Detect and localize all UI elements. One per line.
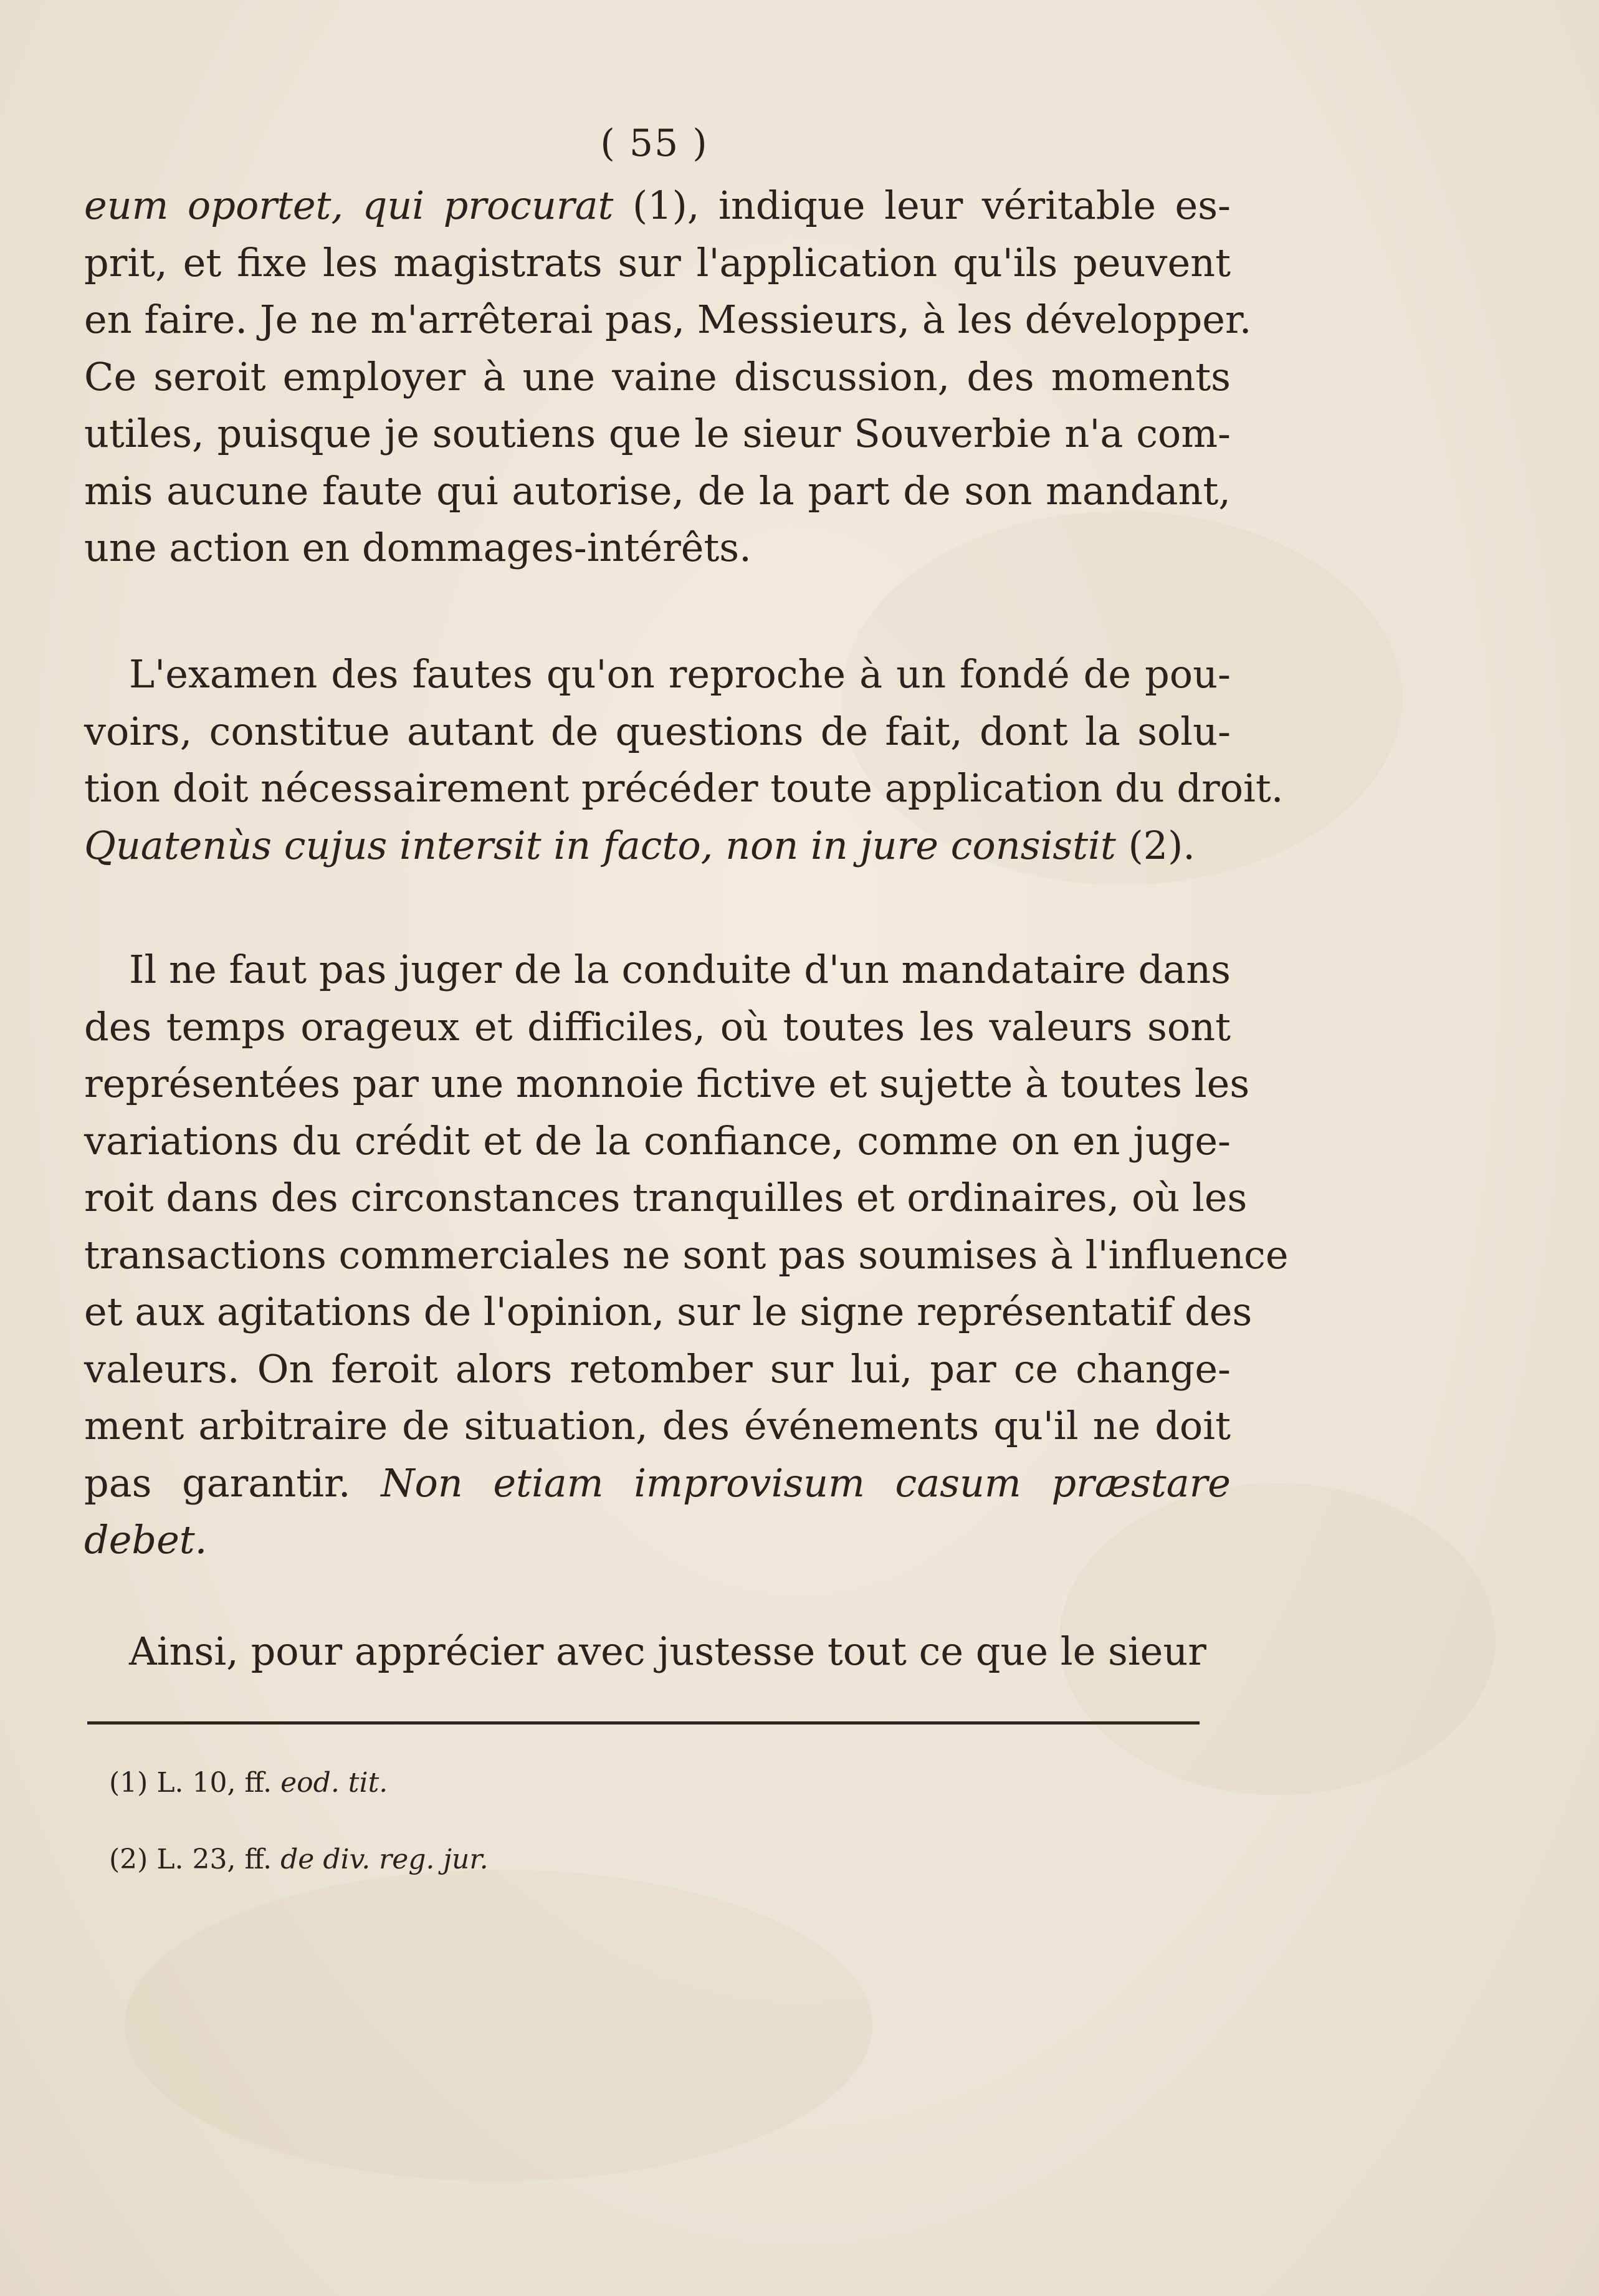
text-line [84, 941, 1231, 998]
italic-text: Non etiam improvisum casum præstare [381, 1460, 1231, 1506]
text-run: L'examen des fautes qu'on reproche à un fondé de pou- [129, 651, 1231, 697]
text-run: voirs, constitue autant de questions de fait, dont la solu- [84, 708, 1231, 754]
footnote-1 [109, 1767, 388, 1799]
text-line [84, 405, 1231, 462]
paragraph-2 [84, 646, 1284, 874]
text-line [84, 646, 1231, 703]
text-line [84, 462, 1231, 520]
text-run: (2). [1115, 822, 1195, 868]
text-run: tion doit nécessairement précéder toute application du droit. [84, 765, 1284, 811]
paragraph-1 [84, 177, 1252, 576]
text-run: Ainsi, pour apprécier avec justesse tout ce que le sieur [129, 1629, 1206, 1674]
text-run: transactions commerciales ne sont pas soumises à l'influence [84, 1232, 1289, 1278]
text-run: mis aucune faute qui autorise, de la part de son mandant, [84, 467, 1231, 514]
text-run: représentées par une monnoie fictive et sujette à toutes les [84, 1061, 1250, 1106]
text-run: roit dans des circonstances tranquilles et ordinaires, où les [84, 1175, 1248, 1220]
text-run: variations du crédit et de la confiance, comme on en juge- [84, 1117, 1231, 1164]
text-run: valeurs. On feroit alors retomber sur lui, par ce change- [84, 1346, 1231, 1392]
text-run: Ce seroit employer à une vaine discussion, des moments [84, 353, 1231, 399]
footnote-2 [109, 1844, 489, 1875]
italic-text: debet. [84, 1517, 208, 1562]
text-line [84, 1511, 1231, 1569]
italic-text: eod. tit. [280, 1767, 388, 1799]
text-run: pas garantir. [84, 1460, 381, 1506]
text-line [84, 1455, 1231, 1512]
text-line [84, 1055, 1250, 1112]
text-line [84, 1341, 1231, 1398]
italic-text: eum oportet, qui procurat [84, 183, 614, 228]
text-line [84, 234, 1231, 292]
text-run: et aux agitations de l'opinion, sur le signe représentatif des [84, 1289, 1253, 1334]
text-line [84, 1397, 1231, 1455]
text-run: des temps orageux et difficiles, où toutes les valeurs sont [84, 1003, 1231, 1050]
paper-stain [125, 1870, 872, 2181]
italic-text: Quatenùs cujus intersit in facto, non in jure consistit [84, 822, 1116, 868]
paragraph-3 [84, 941, 1289, 1569]
text-run: utiles, puisque je soutiens que le sieur Souverbie n'a com- [84, 411, 1231, 456]
text-run: une action en dommages-intérêts. [84, 525, 752, 570]
text-line [84, 760, 1284, 817]
text-line [84, 703, 1231, 760]
text-line [84, 519, 1231, 576]
text-line [84, 817, 1231, 874]
text-line [84, 998, 1231, 1056]
paragraph-4 [84, 1623, 1231, 1680]
text-line [84, 291, 1252, 348]
text-run: (2) L. 23, ff. [109, 1844, 281, 1875]
page-number: ( 55 ) [600, 122, 709, 165]
text-line [84, 1112, 1231, 1170]
text-run: ment arbitraire de situation, des événements qu'il ne doit [84, 1403, 1231, 1448]
text-run: en faire. Je ne m'arrêterai pas, Messieurs, à les développer. [84, 297, 1252, 342]
text-line [84, 348, 1231, 406]
footnote-divider [87, 1721, 1200, 1724]
text-line [84, 1169, 1248, 1227]
text-run: prit, et fixe les magistrats sur l'application qu'ils peuvent [84, 239, 1231, 285]
text-run: (1), indique leur véritable es- [613, 183, 1231, 228]
text-line [84, 1227, 1289, 1284]
text-run: Il ne faut pas juger de la conduite d'un mandataire dans [129, 947, 1231, 992]
text-line [84, 1623, 1231, 1680]
text-line [84, 177, 1231, 234]
text-run: (1) L. 10, ff. [109, 1767, 281, 1799]
text-line [84, 1283, 1253, 1341]
italic-text: de div. reg. jur. [280, 1844, 489, 1875]
